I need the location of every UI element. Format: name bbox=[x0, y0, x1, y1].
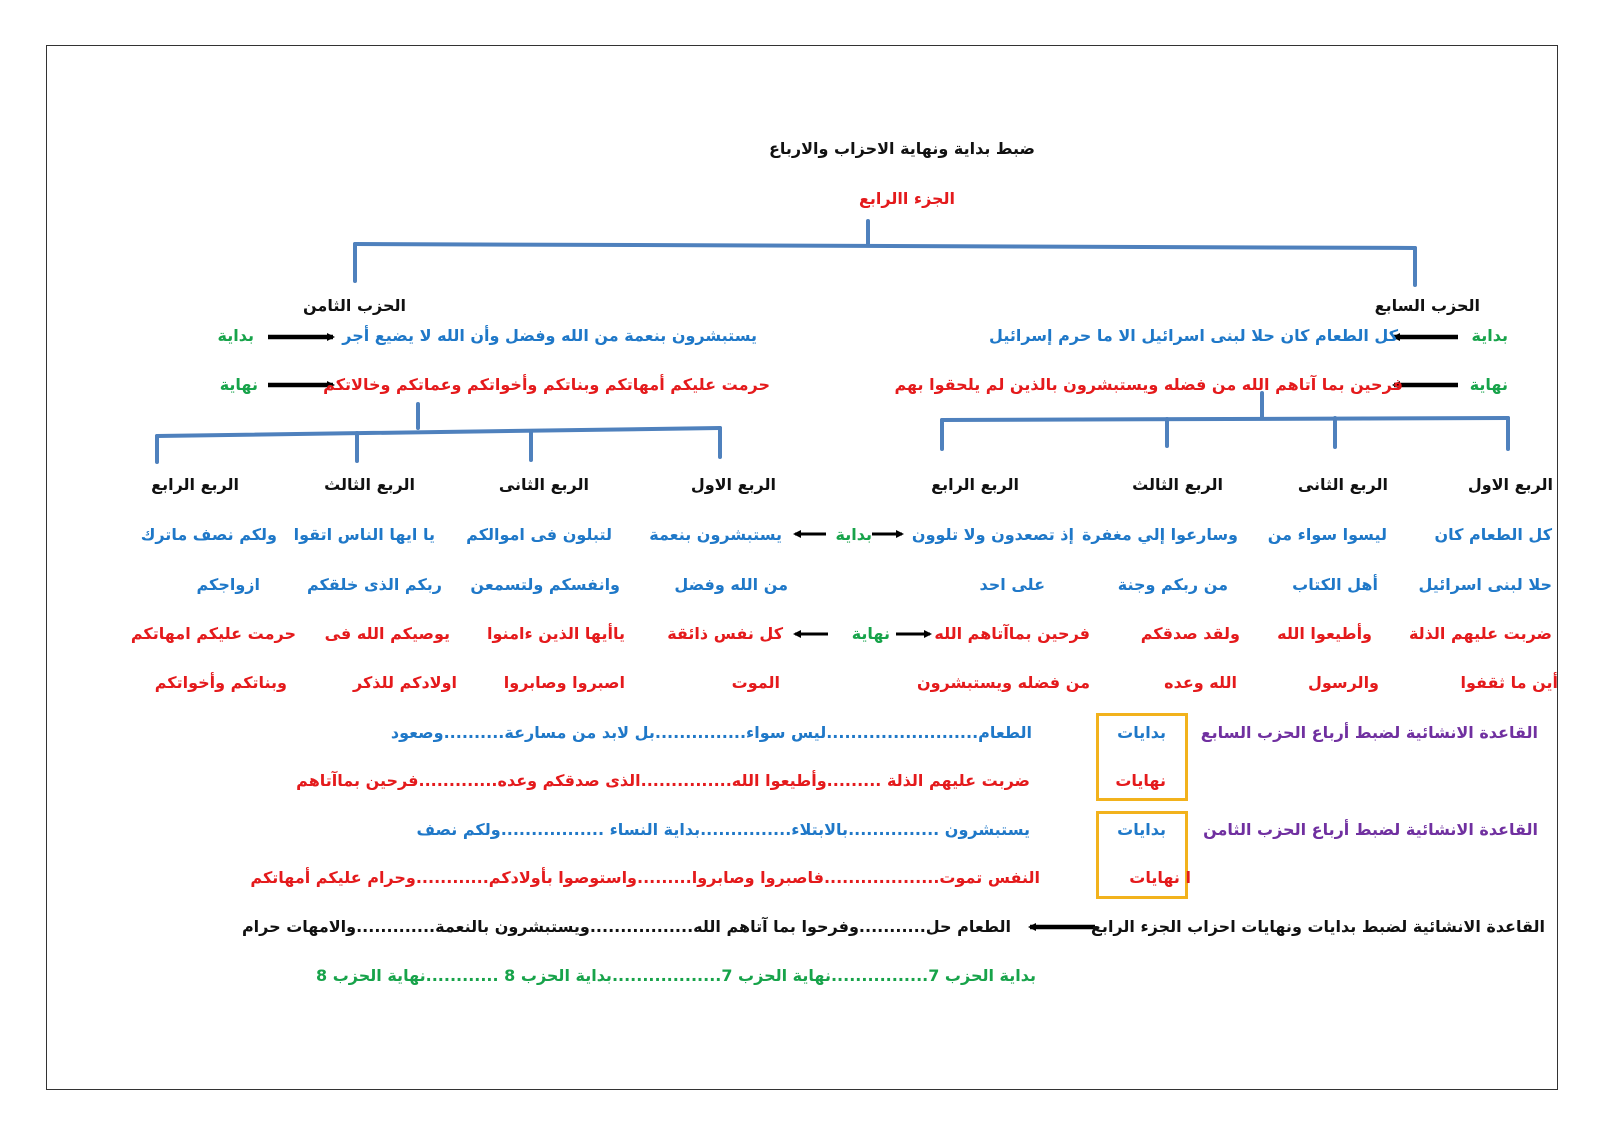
quarter-name: الربع الاول bbox=[1467, 475, 1553, 494]
hizb7-start-label: بداية bbox=[1471, 326, 1508, 345]
quarter-end-2: من فضله ويستبشرون bbox=[916, 673, 1090, 692]
rule-hizb8-starts: يستبشرون ...............بالابتلاء...............بداية النساء .................ولكم نصف bbox=[416, 820, 1030, 839]
rule-hizb7-ends: ضربت عليهم الذلة .........وأطيعوا الله...............الذى صدقكم وعده.............فرحين بماآتاهم bbox=[296, 771, 1030, 790]
quarter-start-1: يا ايها الناس اتقوا bbox=[293, 525, 435, 544]
connector-juz-bar bbox=[355, 244, 1415, 248]
juz-title: الجزء االرابع bbox=[858, 189, 956, 208]
rule-juz-title: القاعدة الانشائية لضبط بدايات ونهايات احزاب الجزء الرابع bbox=[1091, 917, 1545, 936]
rule-starts-label: بدايات bbox=[1117, 723, 1166, 742]
rule-juz-text: الطعام حل...........وفرحوا بما آتاهم الله.................ويستبشرون بالنعمة.............والامهات حرام bbox=[241, 917, 1011, 936]
hizb8-end-text: حرمت عليكم أمهاتكم وبناتكم وأخواتكم وعماتكم وخالاتكم bbox=[323, 375, 770, 394]
quarter-start-1: يستبشرون بنعمة bbox=[649, 525, 782, 544]
page-title: ضبط بداية ونهاية الاحزاب والارباع bbox=[768, 139, 1036, 158]
hizb8-end-label: نهاية bbox=[219, 375, 258, 394]
quarter-start-1: إذ تصعدون ولا تلوون bbox=[911, 525, 1074, 544]
hizb7-end-text: فرحين بما آتاهم الله من فضله ويستبشرون بالذين لم يلحقوا بهم bbox=[894, 375, 1403, 394]
hizb8-name: الحزب الثامن bbox=[303, 296, 406, 315]
quarter-end-1: كل نفس ذائقة bbox=[667, 624, 783, 643]
quarter-name: الربع الرابع bbox=[931, 475, 1019, 494]
rule-ends-label: ا نهايات bbox=[1129, 868, 1191, 887]
quarter-start-2: على احد bbox=[979, 575, 1045, 594]
quarter-name: الربع الثانى bbox=[1297, 475, 1388, 494]
quarter-start-2: ربكم الذى خلقكم bbox=[306, 575, 442, 594]
quarter-end-2: أين ما ثقفوا bbox=[1460, 673, 1558, 692]
quarter-end-2: اصبروا وصابروا bbox=[503, 673, 625, 692]
quarter-start-1: ولكم نصف ماترك bbox=[140, 525, 277, 544]
quarter-name: الربع الثالث bbox=[324, 475, 415, 494]
hizb7-start-text: كل الطعام كان حلا لبنى اسرائيل الا ما حرم إسرائيل bbox=[989, 326, 1398, 345]
middle-end-label: نهاية bbox=[851, 624, 890, 643]
quarter-start-1: لتبلون فى اموالكم bbox=[466, 525, 612, 544]
rule-hizb7-title: القاعدة الانشائية لضبط أرباع الحزب السابع bbox=[1200, 723, 1538, 742]
rule-juz-marks: بداية الحزب 7................نهاية الحزب 7..................بداية الحزب 8 ............نهاية الحزب 8 bbox=[316, 966, 1036, 985]
quarter-end-1: ضربت عليهم الذلة bbox=[1408, 624, 1552, 643]
quarter-start-2: من الله وفضل bbox=[674, 575, 788, 594]
connector-h8-bar bbox=[157, 428, 720, 436]
quarter-end-2: اولادكم للذكر bbox=[352, 673, 457, 692]
quarter-start-2: أهل الكتاب bbox=[1292, 575, 1378, 594]
hizb8-start-text: يستبشرون بنعمة من الله وفضل وأن الله لا يضيع أجر bbox=[342, 326, 757, 345]
quarter-name: الربع الاول bbox=[690, 475, 776, 494]
quarter-name: الربع الثانى bbox=[498, 475, 589, 494]
quarter-start-1: ليسوا سواء من bbox=[1267, 525, 1387, 544]
quarter-end-2: وبناتكم وأخواتكم bbox=[154, 673, 287, 692]
quarter-end-1: فرحين بماآتاهم الله bbox=[934, 624, 1090, 643]
quarter-start-2: حلا لبنى اسرائيل bbox=[1418, 575, 1552, 594]
quarter-start-1: وسارعوا إلي مغفرة bbox=[1081, 525, 1238, 544]
rule-hizb8-title: القاعدة الانشائية لضبط أرباع الحزب الثامن bbox=[1203, 820, 1538, 839]
hizb8-start-label: بداية bbox=[217, 326, 254, 345]
quarter-end-1: يوصيكم الله فى bbox=[324, 624, 450, 643]
quarter-start-2: وانفسكم ولتسمعن bbox=[470, 575, 620, 594]
quarter-start-1: كل الطعام كان bbox=[1434, 525, 1552, 544]
quarter-name: الربع الرابع bbox=[151, 475, 239, 494]
hizb7-name: الحزب السابع bbox=[1374, 296, 1480, 315]
rule-hizb7-starts: الطعام.........................ليس سواء...............بل لابد من مسارعة..........وصعود bbox=[390, 723, 1032, 742]
quarter-end-1: وأطيعوا الله bbox=[1277, 624, 1372, 643]
middle-start-label: بداية bbox=[835, 525, 872, 544]
quarter-start-2: من ربكم وجنة bbox=[1117, 575, 1228, 594]
rule-hizb8-ends: النفس تموت...................فاصبروا وصابروا.........واستوصوا بأولادكم............وحرام عليكم أمهاتكم bbox=[250, 868, 1040, 887]
quarter-end-1: ولقد صدقكم bbox=[1140, 624, 1240, 643]
quarter-end-1: ياأيها الذين ءامنوا bbox=[487, 624, 625, 643]
quarter-end-1: حرمت عليكم امهاتكم bbox=[130, 624, 296, 643]
rule-starts-label: بدايات bbox=[1117, 820, 1166, 839]
hizb7-end-label: نهاية bbox=[1469, 375, 1508, 394]
quarter-name: الربع الثالث bbox=[1132, 475, 1223, 494]
connector-h7-bar bbox=[942, 418, 1508, 420]
quarter-start-2: ازواجكم bbox=[196, 575, 260, 594]
quarter-end-2: الله وعده bbox=[1164, 673, 1237, 692]
quarter-end-2: والرسول bbox=[1307, 673, 1379, 692]
rule-ends-label: نهايات bbox=[1115, 771, 1166, 790]
quarter-end-2: الموت bbox=[731, 673, 780, 692]
